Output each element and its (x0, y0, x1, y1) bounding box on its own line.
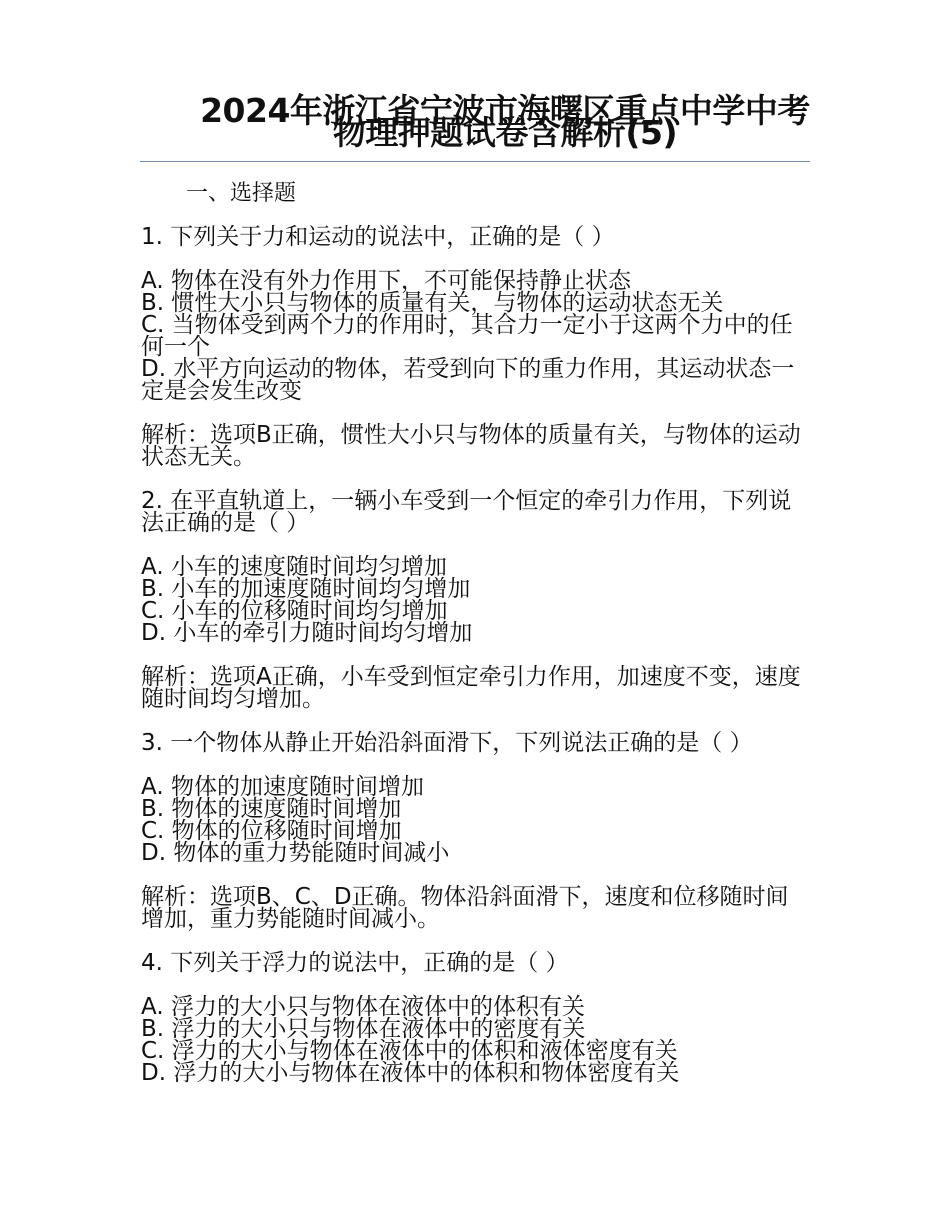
analysis-text: 解析：选项B正确，惯性大小只与物体的质量有关，与物体的运动状态无关。 (141, 422, 801, 470)
document-title: 2024年浙江省宁波市海曙区重点中学中考物理押题试卷含解析(5) (200, 91, 810, 152)
option-c: C. 浮力的大小与物体在液体中的体积和液体密度有关 (141, 1038, 678, 1064)
option-a: A. 物体在没有外力作用下，不可能保持静止状态 (141, 268, 631, 294)
option-c: C. 小车的位移随时间均匀增加 (141, 598, 448, 624)
option-b: B. 惯性大小只与物体的质量有关，与物体的运动状态无关 (141, 290, 724, 316)
option-d: D. 浮力的大小与物体在液体中的体积和物体密度有关 (141, 1060, 680, 1086)
analysis-block (141, 666, 806, 710)
title-underline (140, 161, 810, 162)
options-block (141, 776, 806, 864)
option-b: B. 浮力的大小只与物体在液体中的密度有关 (141, 1016, 586, 1042)
analysis-block (141, 424, 806, 468)
option-a: A. 小车的速度随时间均匀增加 (141, 554, 447, 580)
section-heading: 一、选择题 (186, 181, 297, 206)
option-c: C. 当物体受到两个力的作用时，其合力一定小于这两个力中的任何一个 (141, 312, 793, 360)
analysis-text: 解析：选项B、C、D正确。物体沿斜面滑下，速度和位移随时间增加，重力势能随时间减小。 (141, 884, 789, 932)
option-d: D. 水平方向运动的物体，若受到向下的重力作用，其运动状态一定是会发生改变 (141, 356, 795, 404)
question-block (141, 490, 806, 534)
question-text: 2. 在平直轨道上，一辆小车受到一个恒定的牵引力作用，下列说法正确的是（ ） (141, 488, 792, 536)
question-block (141, 226, 806, 248)
option-b: B. 物体的速度随时间增加 (141, 796, 402, 822)
analysis-block (141, 886, 806, 930)
option-c: C. 物体的位移随时间增加 (141, 818, 402, 844)
question-text: 4. 下列关于浮力的说法中，正确的是（ ） (141, 950, 569, 976)
option-a: A. 浮力的大小只与物体在液体中的体积有关 (141, 994, 585, 1020)
options-block (141, 270, 806, 402)
option-b: B. 小车的加速度随时间均匀增加 (141, 576, 471, 602)
question-text: 3. 一个物体从静止开始沿斜面滑下，下列说法正确的是（ ） (141, 730, 753, 756)
options-block (141, 996, 806, 1084)
option-a: A. 物体的加速度随时间增加 (141, 774, 424, 800)
option-d: D. 物体的重力势能随时间减小 (141, 840, 450, 866)
analysis-text: 解析：选项A正确，小车受到恒定牵引力作用，加速度不变，速度随时间均匀增加。 (141, 664, 801, 712)
options-block (141, 556, 806, 644)
question-text: 1. 下列关于力和运动的说法中，正确的是（ ） (141, 224, 615, 250)
option-d: D. 小车的牵引力随时间均匀增加 (141, 620, 473, 646)
question-block (141, 732, 806, 754)
question-list (141, 226, 806, 1106)
question-block (141, 952, 806, 974)
